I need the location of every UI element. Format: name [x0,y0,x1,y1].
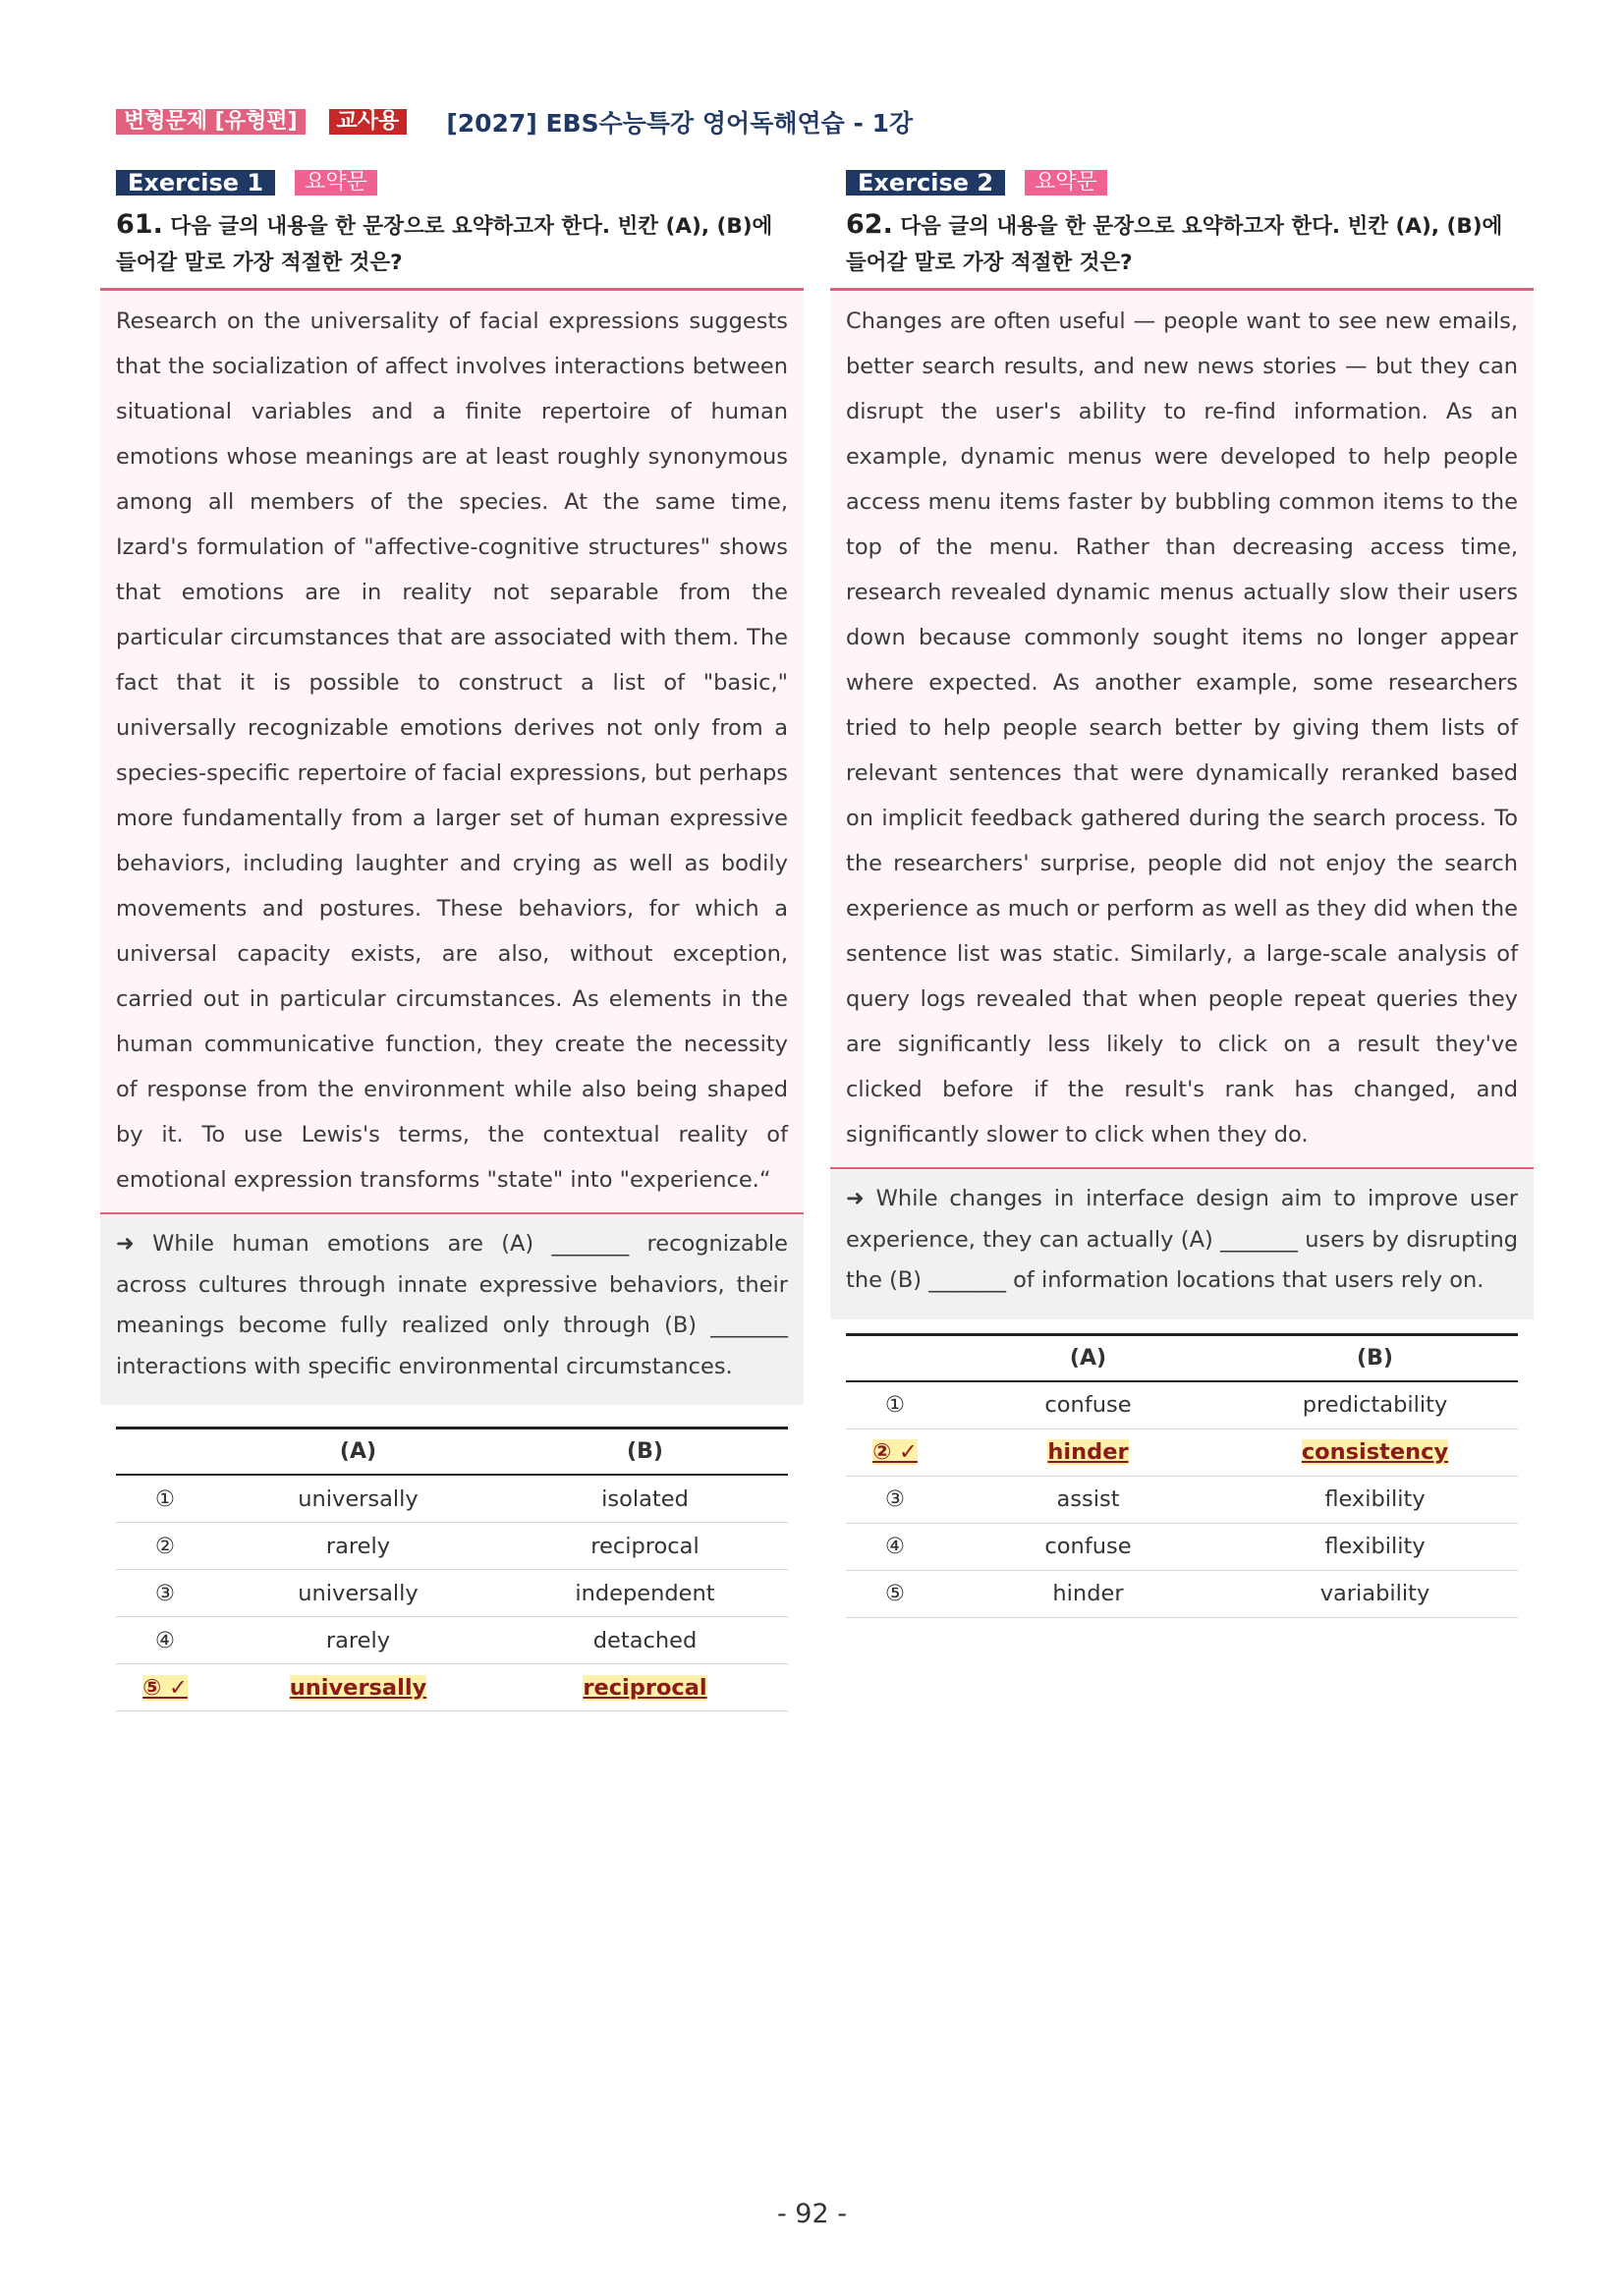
question-text: 다음 글의 내용을 한 문장으로 요약하고자 한다. 빈칸 (A), (B)에 들어갈 말로 가장 적절한 것은? [116,214,773,275]
option-a: confuse [944,1381,1232,1429]
answer-options-table [846,1333,1518,1618]
option-number-correct [846,1428,944,1476]
option-b: variability [1232,1570,1518,1617]
option-row[interactable] [116,1475,788,1523]
variant-tag: 변형문제 [유형편] [116,109,306,135]
exercise-type-tag: 요약문 [1025,170,1107,196]
summary-sentence: ➜ While changes in interface design aim to improve user experience, they can actually (A) _______ users by disrupting the (B) _______ of information locations that users rely on. [830,1167,1534,1319]
correct-b: consistency [1301,1439,1449,1465]
option-row[interactable] [116,1523,788,1570]
question-prompt [116,206,794,281]
passage-text: Research on the universality of facial expressions suggests that the socialization of affect involves interactions between situational variables and a finite repertoire of human emotions whose meanings are at least roughly synonymous among all members of the species. At the same time, Izard's formulation of "affective-cognitive structures" shows that emotions are in reality not separable from the particular circumstances that are associated with them. The fact that it is possible to construct a list of "basic," universally recognizable emotions derives not only from a species-specific repertoire of facial expressions, but perhaps more fundamentally from a larger set of human expressive behaviors, including laughter and crying as well as bodily movements and postures. These behaviors, for which a universal capacity exists, are also, without exception, carried out in particular circumstances. As elements in the human communicative function, they create the necessity of response from the environment while also being shaped by it. To use Lewis's terms, the contextual reality of emotional expression transforms "state" into "experience.“ [100,291,804,1212]
option-row-correct[interactable] [116,1664,788,1711]
exercise-label: Exercise 2 [846,170,1005,196]
option-number: ② [116,1523,214,1570]
correct-a: hinder [1047,1439,1129,1465]
exercise-2 [830,169,1534,1618]
page-header [116,106,913,138]
option-number: ① [846,1381,944,1429]
table-header-row [116,1428,788,1476]
header-number [846,1334,944,1381]
option-number: ⑤ [846,1570,944,1617]
option-row[interactable] [846,1523,1518,1570]
option-b: detached [502,1617,788,1664]
option-b-correct [502,1664,788,1711]
exercise-1 [100,169,804,1711]
exercise-label: Exercise 1 [116,170,275,196]
question-prompt [846,206,1524,281]
answer-options-table [116,1427,788,1711]
passage-text: Changes are often useful — people want to see new emails, better search results, and new news stories — but they can disrupt the user's ability to re-find information. As an example, dynamic menus were developed to help people access menu items faster by bubbling common items to the top of the menu. Rather than decreasing access time, research revealed dynamic menus actually slow their users down because commonly sought items no longer appear where expected. As another example, some researchers tried to help people search better by giving them lists of relevant sentences that were dynamically reranked based on implicit feedback gathered during the search process. To the researchers' surprise, people did not enjoy the search experience as much or perform as well as they did when the sentence list was static. Similarly, a large-scale analysis of query logs revealed that when people repeat queries they are significantly less likely to click on a result they've clicked before if the result's rank has changed, and significantly slower to click when they do. [830,291,1534,1167]
correct-a: universally [289,1674,427,1701]
option-row[interactable] [116,1617,788,1664]
option-row[interactable] [846,1381,1518,1429]
option-number: ④ [846,1523,944,1570]
option-number: ③ [846,1476,944,1523]
correct-b: reciprocal [583,1674,707,1701]
header-b: (B) [502,1428,788,1476]
table-header-row [846,1334,1518,1381]
option-b: flexibility [1232,1523,1518,1570]
option-a-correct [944,1428,1232,1476]
option-number-correct [116,1664,214,1711]
option-row[interactable] [846,1570,1518,1617]
option-b: flexibility [1232,1476,1518,1523]
option-b: predictability [1232,1381,1518,1429]
option-number: ③ [116,1570,214,1617]
question-text: 다음 글의 내용을 한 문장으로 요약하고자 한다. 빈칸 (A), (B)에 들어갈 말로 가장 적절한 것은? [846,214,1503,275]
question-number: 61. [116,209,163,240]
header-number [116,1428,214,1476]
option-a: confuse [944,1523,1232,1570]
option-row-correct[interactable] [846,1428,1518,1476]
header-b: (B) [1232,1334,1518,1381]
exercise-type-tag: 요약문 [295,170,377,196]
document-title: [2027] EBS수능특강 영어독해연습 - 1강 [446,109,914,138]
option-a: rarely [214,1617,502,1664]
option-row[interactable] [116,1570,788,1617]
page-number: - 92 - [776,2199,847,2229]
option-number: ① [116,1475,214,1523]
correct-mark: ② ✓ [872,1439,918,1465]
header-a: (A) [214,1428,502,1476]
teacher-tag: 교사용 [329,109,408,135]
question-number: 62. [846,209,893,240]
header-a: (A) [944,1334,1232,1381]
exercise-label-row [830,169,1534,196]
exercise-label-row [100,169,804,196]
option-number: ④ [116,1617,214,1664]
option-b: reciprocal [502,1523,788,1570]
summary-sentence: ➜ While human emotions are (A) _______ recognizable across cultures through innate expressive behaviors, their meanings become fully realized only through (B) _______ interactions with specific environmental circumstances. [100,1212,804,1405]
option-b: isolated [502,1475,788,1523]
option-a: hinder [944,1570,1232,1617]
option-a: universally [214,1570,502,1617]
option-a-correct [214,1664,502,1711]
option-a: assist [944,1476,1232,1523]
option-a: universally [214,1475,502,1523]
correct-mark: ⑤ ✓ [142,1674,188,1701]
option-b: independent [502,1570,788,1617]
option-b-correct [1232,1428,1518,1476]
option-row[interactable] [846,1476,1518,1523]
option-a: rarely [214,1523,502,1570]
